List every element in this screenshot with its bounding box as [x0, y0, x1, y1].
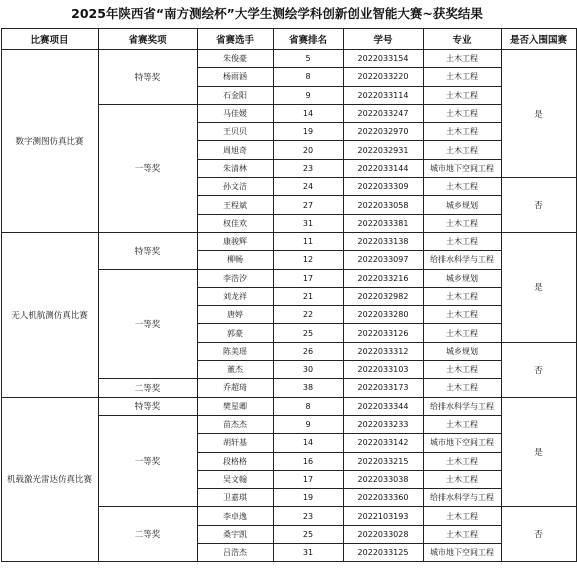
- contestant-cell: 董杰: [197, 361, 273, 379]
- table-row: [1, 232, 576, 250]
- rank-cell: 25: [273, 324, 343, 342]
- results-table: [1, 28, 577, 562]
- project-cell: 机载激光雷达仿真比赛: [1, 397, 98, 562]
- rank-cell: 8: [273, 68, 343, 86]
- major-cell: 土木工程: [423, 214, 501, 232]
- student-id-cell: 2022033344: [343, 397, 423, 415]
- student-id-cell: 2022033215: [343, 452, 423, 470]
- major-cell: 土木工程: [423, 306, 501, 324]
- student-id-cell: 2022033309: [343, 178, 423, 196]
- student-id-cell: 2022033114: [343, 86, 423, 104]
- award-cell: 二等奖: [98, 379, 197, 397]
- major-cell: 土木工程: [423, 415, 501, 433]
- contestant-cell: 柳畅: [197, 251, 273, 269]
- major-cell: 土木工程: [423, 324, 501, 342]
- contestant-cell: 樊星卿: [197, 397, 273, 415]
- rank-cell: 8: [273, 397, 343, 415]
- header-award: 省赛奖项: [98, 29, 197, 50]
- major-cell: 土木工程: [423, 178, 501, 196]
- contestant-cell: 吕浩杰: [197, 544, 273, 562]
- rank-cell: 30: [273, 361, 343, 379]
- student-id-cell: 2022033233: [343, 415, 423, 433]
- student-id-cell: 2022033312: [343, 342, 423, 360]
- student-id-cell: 2022033142: [343, 434, 423, 452]
- student-id-cell: 2022033125: [343, 544, 423, 562]
- rank-cell: 31: [273, 544, 343, 562]
- major-cell: 土木工程: [423, 50, 501, 68]
- project-cell: 数字测图仿真比赛: [1, 50, 98, 233]
- major-cell: 土木工程: [423, 287, 501, 305]
- rank-cell: 14: [273, 104, 343, 122]
- award-cell: 二等奖: [98, 507, 197, 562]
- rank-cell: 26: [273, 342, 343, 360]
- major-cell: 土木工程: [423, 470, 501, 488]
- student-id-cell: 2022033216: [343, 269, 423, 287]
- contestant-cell: 吴文翰: [197, 470, 273, 488]
- major-cell: 土木工程: [423, 104, 501, 122]
- table-row: [1, 397, 576, 415]
- student-id-cell: 2022033038: [343, 470, 423, 488]
- national-cell: 是: [501, 397, 576, 507]
- award-cell: 一等奖: [98, 415, 197, 506]
- student-id-cell: 2022033381: [343, 214, 423, 232]
- rank-cell: 11: [273, 232, 343, 250]
- header-rank: 省赛排名: [273, 29, 343, 50]
- award-cell: 一等奖: [98, 104, 197, 232]
- major-cell: 土木工程: [423, 379, 501, 397]
- rank-cell: 14: [273, 434, 343, 452]
- student-id-cell: 2022033220: [343, 68, 423, 86]
- contestant-cell: 朱俊豪: [197, 50, 273, 68]
- rank-cell: 38: [273, 379, 343, 397]
- rank-cell: 19: [273, 489, 343, 507]
- contestant-cell: 唐婷: [197, 306, 273, 324]
- major-cell: 土木工程: [423, 507, 501, 525]
- table-header-row: [1, 29, 576, 50]
- rank-cell: 12: [273, 251, 343, 269]
- page-title: 2025年陕西省“南方测绘杯”大学生测绘学科创新创业智能大赛~获奖结果: [71, 6, 483, 21]
- major-cell: 城乡规划: [423, 342, 501, 360]
- contestant-cell: 王贝贝: [197, 123, 273, 141]
- contestant-cell: 康骏辉: [197, 232, 273, 250]
- student-id-cell: 2022033138: [343, 232, 423, 250]
- student-id-cell: 2022033173: [343, 379, 423, 397]
- contestant-cell: 石金阳: [197, 86, 273, 104]
- student-id-cell: 2022033126: [343, 324, 423, 342]
- contestant-cell: 孙文洁: [197, 178, 273, 196]
- national-cell: 否: [501, 507, 576, 562]
- contestant-cell: 杨雨涵: [197, 68, 273, 86]
- rank-cell: 9: [273, 86, 343, 104]
- contestant-cell: 乔超琦: [197, 379, 273, 397]
- major-cell: 城市地下空间工程: [423, 544, 501, 562]
- contestant-cell: 马佳媛: [197, 104, 273, 122]
- student-id-cell: 2022032931: [343, 141, 423, 159]
- student-id-cell: 2022033144: [343, 159, 423, 177]
- rank-cell: 19: [273, 123, 343, 141]
- major-cell: 城乡规划: [423, 196, 501, 214]
- rank-cell: 23: [273, 159, 343, 177]
- header-national: 是否入围国赛: [501, 29, 576, 50]
- major-cell: 土木工程: [423, 123, 501, 141]
- contestant-cell: 朱清林: [197, 159, 273, 177]
- contestant-cell: 李卓逸: [197, 507, 273, 525]
- contestant-cell: 苗杰杰: [197, 415, 273, 433]
- rank-cell: 17: [273, 470, 343, 488]
- contestant-cell: 李浩汐: [197, 269, 273, 287]
- contestant-cell: 郭豪: [197, 324, 273, 342]
- student-id-cell: 2022033028: [343, 525, 423, 543]
- rank-cell: 17: [273, 269, 343, 287]
- contestant-cell: 段格格: [197, 452, 273, 470]
- rank-cell: 20: [273, 141, 343, 159]
- header-major: 专业: [423, 29, 501, 50]
- header-project: 比赛项目: [1, 29, 98, 50]
- major-cell: 土木工程: [423, 86, 501, 104]
- national-cell: 是: [501, 50, 576, 178]
- student-id-cell: 2022033360: [343, 489, 423, 507]
- major-cell: 城乡规划: [423, 269, 501, 287]
- rank-cell: 27: [273, 196, 343, 214]
- award-cell: 特等奖: [98, 232, 197, 269]
- rank-cell: 22: [273, 306, 343, 324]
- contestant-cell: 陈美瑶: [197, 342, 273, 360]
- national-cell: 否: [501, 178, 576, 233]
- rank-cell: 24: [273, 178, 343, 196]
- major-cell: 给排水科学与工程: [423, 251, 501, 269]
- contestant-cell: 胡轩基: [197, 434, 273, 452]
- contestant-cell: 周旭奇: [197, 141, 273, 159]
- student-id-cell: 2022033247: [343, 104, 423, 122]
- header-student-id: 学号: [343, 29, 423, 50]
- rank-cell: 25: [273, 525, 343, 543]
- contestant-cell: 卫嘉琪: [197, 489, 273, 507]
- award-cell: 一等奖: [98, 269, 197, 379]
- contestant-cell: 权佳欢: [197, 214, 273, 232]
- rank-cell: 31: [273, 214, 343, 232]
- student-id-cell: 2022033154: [343, 50, 423, 68]
- project-cell: 无人机航测仿真比赛: [1, 232, 98, 397]
- major-cell: 土木工程: [423, 361, 501, 379]
- national-cell: 否: [501, 342, 576, 397]
- contestant-cell: 王程斌: [197, 196, 273, 214]
- header-contestant: 省赛选手: [197, 29, 273, 50]
- major-cell: 土木工程: [423, 232, 501, 250]
- rank-cell: 21: [273, 287, 343, 305]
- major-cell: 土木工程: [423, 452, 501, 470]
- student-id-cell: 2022032970: [343, 123, 423, 141]
- student-id-cell: 2022033103: [343, 361, 423, 379]
- student-id-cell: 2022103193: [343, 507, 423, 525]
- major-cell: 城市地下空间工程: [423, 159, 501, 177]
- rank-cell: 16: [273, 452, 343, 470]
- major-cell: 城市地下空间工程: [423, 434, 501, 452]
- major-cell: 土木工程: [423, 68, 501, 86]
- table-body: [1, 50, 576, 562]
- table-row: [1, 50, 576, 68]
- major-cell: 给排水科学与工程: [423, 489, 501, 507]
- contestant-cell: 刘龙祥: [197, 287, 273, 305]
- rank-cell: 23: [273, 507, 343, 525]
- rank-cell: 5: [273, 50, 343, 68]
- student-id-cell: 2022033058: [343, 196, 423, 214]
- major-cell: 土木工程: [423, 141, 501, 159]
- student-id-cell: 2022033280: [343, 306, 423, 324]
- student-id-cell: 2022032982: [343, 287, 423, 305]
- award-cell: 特等奖: [98, 50, 197, 105]
- award-cell: 特等奖: [98, 397, 197, 415]
- contestant-cell: 桑宇凯: [197, 525, 273, 543]
- student-id-cell: 2022033097: [343, 251, 423, 269]
- rank-cell: 9: [273, 415, 343, 433]
- major-cell: 土木工程: [423, 525, 501, 543]
- national-cell: 是: [501, 232, 576, 342]
- major-cell: 给排水科学与工程: [423, 397, 501, 415]
